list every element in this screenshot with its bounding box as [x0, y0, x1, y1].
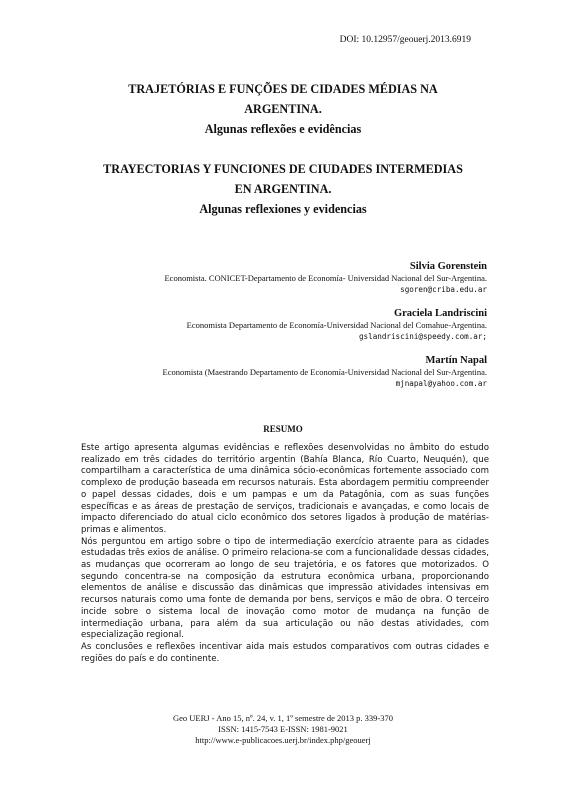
footer-citation: Geo UERJ - Ano 15, nº. 24, v. 1, 1º semestre de 2013 p. 339-370	[172, 713, 394, 723]
title-es-line2: EN ARGENTINA.	[234, 182, 332, 196]
author-email: gslandriscini@speedy.com.ar;	[358, 332, 487, 341]
abstract-paragraph: Este artigo apresenta algumas evidências e reflexões desenvolvidas no âmbito do estudo realizado em três cidades do território argentin (Bahía Blanca, Río Cuarto, Neuquén), que compartilham a característica de uma dinâmica sócio-econômicas fortemente associado com complexo de produção baseada em recursos naturais. Esta abordagem permitiu compreender o papel dessas cidades, dois e um pampas e um da Patagônia, com as suas funções específicas e as áreas de prestação de serviços, tradicionais e avançadas, e como locais de impacto diferenciado do atual ciclo econômico dos setores ligados à produção de matérias-primas e alimentos.	[81, 443, 489, 535]
author-name: Graciela Landriscini	[393, 308, 487, 319]
page-footer	[0, 713, 566, 747]
title-es-line1: TRAYECTORIAS Y FUNCIONES DE CIUDADES INTERMEDIAS	[103, 162, 463, 176]
author-email: mjnapal@yahoo.com.ar	[395, 379, 487, 388]
author-block	[164, 260, 487, 295]
title-spanish	[0, 159, 566, 219]
title-portuguese	[0, 79, 566, 139]
author-affiliation: Economista. CONICET-Departamento de Economía- Universidad Nacional del Sur-Argentina.	[164, 273, 487, 283]
title-pt-subtitle: Algunas reflexões e evidências	[204, 122, 362, 136]
title-es-subtitle: Algunas reflexiones y evidencias	[199, 202, 367, 216]
author-affiliation: Economista Departamento de Economía-Universidad Nacional del Comahue-Argentina.	[186, 320, 487, 330]
abstract-paragraph: Nós perguntou em artigo sobre o tipo de intermediação exercício atraente para as cidades estudadas três exios de análise. O primeiro relaciona-se com a funcionalidade dessas cidades, as mudanças que ocorreram ao longo de seu trajetória, e os fatores que motorizados. O segundo concentra-se na composição da estrutura econômica urbana, proporcionando elementos de análise e discussão das dinâmicas que impressão atividades intensivas em recursos naturais como uma fonte de demanda por bens, serviços e mão de obra. O terceiro incide sobre o sistema local de inovação como motor de mudança na função de intermediação urbana, para além da sua articulação ou não destas atividades, com especialização regional.	[81, 536, 489, 641]
abstract-body	[81, 443, 489, 665]
author-block	[187, 307, 487, 342]
title-pt-line1: TRAJETÓRIAS E FUNÇÕES DE CIDADES MÉDIAS NA	[128, 82, 438, 96]
footer-issn: ISSN: 1415-7543 E-ISSN: 1981-9021	[218, 724, 348, 735]
author-name: Martín Napal	[425, 355, 487, 366]
author-block	[163, 354, 487, 389]
author-email: sgoren@criba.edu.ar	[400, 285, 487, 294]
abstract-heading: RESUMO	[263, 424, 303, 434]
author-affiliation: Economista (Maestrando Departamento de Economía-Universidad Nacional del Sur-Argentina.	[162, 367, 487, 377]
title-pt-line2: ARGENTINA.	[244, 102, 322, 116]
author-name: Silvia Gorenstein	[409, 261, 487, 272]
abstract-paragraph: As conclusões e reflexões incentivar aida mais estudos comparativos com outras cidades e regiões do país e do continente.	[81, 641, 489, 664]
footer-url: http://www.e-publicacoes.uerj.br/index.php/geouerj	[195, 735, 371, 746]
doi-header: DOI: 10.12957/geouerj.2013.6919	[339, 35, 471, 45]
